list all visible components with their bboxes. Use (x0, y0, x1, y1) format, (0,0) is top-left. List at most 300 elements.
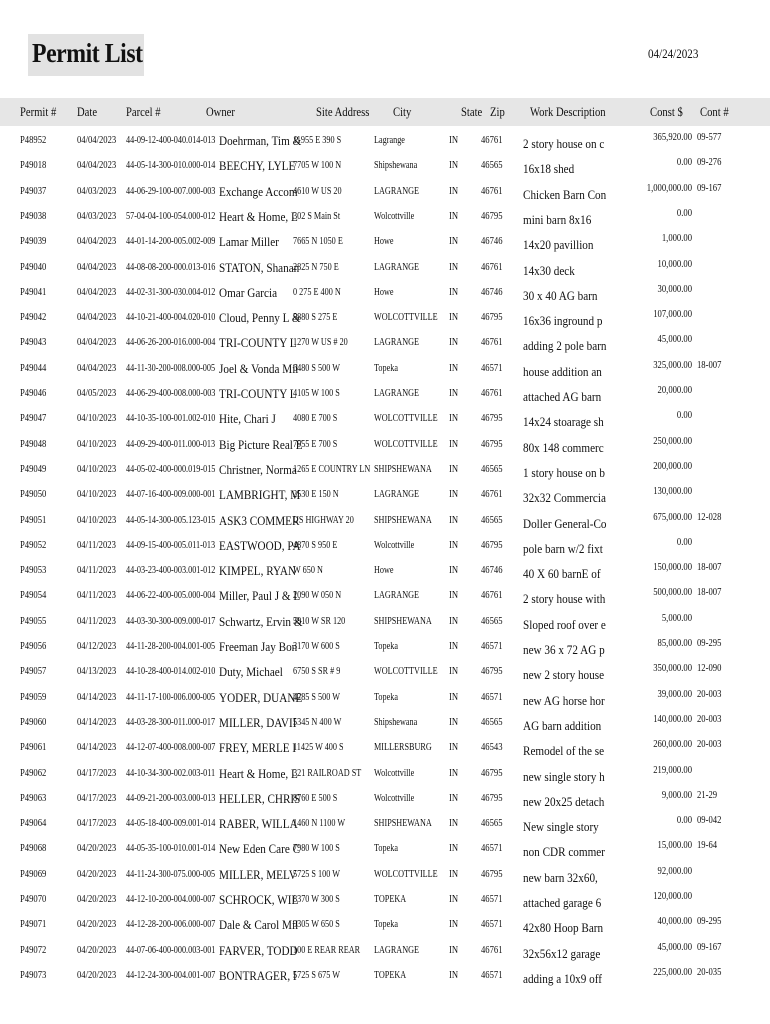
site-address: 3170 W 600 S (293, 641, 340, 652)
work-description: 16x36 inground p (523, 313, 603, 329)
state: IN (449, 135, 459, 146)
site-address: 4285 S 500 W (293, 691, 340, 703)
work-description: new 36 x 72 AG p (523, 642, 605, 657)
parcel-number: 44-10-35-100-001.002-010 (126, 413, 216, 425)
city: TOPEKA (374, 969, 407, 981)
permit-number: P49056 (20, 641, 47, 652)
parcel-number: 44-09-12-400-040.014-013 (126, 135, 216, 146)
permit-number: P49062 (20, 767, 47, 779)
site-address: 4080 E 700 S (293, 413, 338, 425)
construction-cost: 500,000.00 (653, 587, 692, 599)
work-description: new AG horse hor (523, 692, 605, 708)
state: IN (449, 666, 459, 678)
state: IN (449, 615, 459, 627)
permit-date: 04/10/2023 (77, 514, 117, 526)
site-address: 11955 E 390 S (293, 135, 342, 146)
table-row (0, 939, 770, 964)
table-row (0, 281, 770, 306)
owner-name: Joel & Vonda Mil (219, 360, 299, 376)
parcel-number: 44-03-28-300-011.000-017 (126, 716, 216, 728)
contractor-number: 18-007 (697, 562, 722, 574)
zip-code: 46571 (481, 969, 503, 981)
site-address: 8760 E 500 S (293, 792, 338, 804)
table-row (0, 660, 770, 685)
zip-code: 46565 (481, 514, 503, 526)
state: IN (449, 337, 459, 349)
header-work-description: Work Description (530, 105, 606, 119)
work-description: 14x30 deck (523, 262, 575, 278)
header-contractor: Cont # (700, 105, 729, 119)
permit-number: P49040 (20, 261, 47, 273)
table-row (0, 635, 770, 660)
site-address: US HIGHWAY 20 (293, 514, 354, 526)
city: SHIPSHEWANA (374, 514, 432, 526)
contractor-number: 12-090 (697, 663, 722, 675)
site-address: 8370 W 300 S (293, 894, 340, 905)
permit-number: P49039 (20, 236, 47, 248)
owner-name: BONTRAGER, I (219, 967, 297, 983)
table-row (0, 787, 770, 812)
state: IN (449, 919, 459, 931)
owner-name: Big Picture Real E (219, 436, 303, 452)
state: IN (449, 716, 459, 728)
table-row (0, 584, 770, 609)
work-description: Sloped roof over e (523, 616, 606, 632)
work-description: house addition an (523, 363, 602, 379)
table-row (0, 230, 770, 255)
permit-number: P49070 (20, 894, 47, 905)
state: IN (449, 261, 459, 273)
site-address: 5880 S 275 E (293, 312, 338, 324)
table-row (0, 306, 770, 331)
permit-number: P49050 (20, 489, 47, 501)
owner-name: TRI-COUNTY L (219, 335, 297, 351)
site-address: W 650 N (293, 565, 323, 577)
permit-date: 04/14/2023 (77, 716, 117, 728)
city: Topeka (374, 843, 398, 855)
city: LAGRANGE (374, 489, 420, 501)
zip-code: 46571 (481, 641, 503, 652)
parcel-number: 44-12-28-200-006.000-007 (126, 919, 216, 931)
work-description: pole barn w/2 fixt (523, 540, 603, 556)
work-description: 42x80 Hoop Barn (523, 920, 604, 936)
site-address: 1270 W US # 20 (293, 337, 348, 349)
zip-code: 46795 (481, 539, 503, 551)
site-address: 7705 W 100 N (293, 160, 342, 172)
zip-code: 46795 (481, 792, 503, 804)
site-address: 5345 N 400 W (293, 716, 342, 728)
parcel-number: 44-05-35-100-010.001-014 (126, 843, 216, 855)
header-owner: Owner (206, 105, 235, 119)
state: IN (449, 894, 459, 905)
construction-cost: 325,000.00 (653, 359, 692, 371)
parcel-number: 44-06-29-400-008.000-003 (126, 388, 216, 399)
state: IN (449, 767, 459, 779)
city: Wolcottville (374, 210, 415, 222)
parcel-number: 44-05-14-300-010.000-014 (126, 160, 216, 172)
site-address: 5725 S 675 W (293, 969, 340, 981)
zip-code: 46571 (481, 894, 503, 905)
table-row (0, 154, 770, 179)
table-row (0, 812, 770, 837)
city: Topeka (374, 691, 398, 703)
work-description: new 2 story house (523, 667, 605, 683)
table-row (0, 736, 770, 761)
site-address: 6750 S SR # 9 (293, 666, 341, 678)
site-address: 2825 N 750 E (293, 261, 339, 273)
work-description: 32x32 Commercia (523, 490, 606, 506)
construction-cost: 350,000.00 (653, 663, 692, 675)
state: IN (449, 565, 459, 577)
work-description: new 20x25 detach (523, 793, 605, 809)
site-address: 100 E REAR REAR (293, 944, 361, 956)
site-address: 321 RAILROAD ST (293, 767, 362, 779)
zip-code: 46746 (481, 286, 503, 298)
owner-name: TRI-COUNTY L (219, 386, 297, 401)
zip-code: 46565 (481, 615, 503, 627)
city: LAGRANGE (374, 337, 420, 349)
permit-number: P49052 (20, 539, 47, 551)
parcel-number: 44-08-08-200-000.013-016 (126, 261, 216, 273)
state: IN (449, 413, 459, 425)
parcel-number: 44-12-10-200-004.000-007 (126, 894, 216, 905)
permit-date: 04/05/2023 (77, 388, 117, 399)
contractor-number: 12-028 (697, 511, 722, 523)
permit-date: 04/17/2023 (77, 792, 117, 804)
zip-code: 46761 (481, 261, 503, 273)
zip-code: 46543 (481, 742, 503, 754)
state: IN (449, 843, 459, 855)
work-description: New single story (523, 819, 599, 835)
table-row (0, 913, 770, 938)
owner-name: HELLER, CHRIS (219, 790, 301, 806)
construction-cost: 30,000.00 (657, 283, 692, 295)
owner-name: Cloud, Penny L & (219, 310, 301, 326)
table-row (0, 534, 770, 559)
city: Howe (374, 236, 394, 248)
city: WOLCOTTVILLE (374, 666, 438, 678)
city: WOLCOTTVILLE (374, 868, 438, 880)
site-address: 4610 W US 20 (293, 185, 342, 197)
owner-name: Duty, Michael (219, 664, 283, 680)
parcel-number: 44-02-31-300-030.004-012 (126, 286, 216, 298)
zip-code: 46761 (481, 590, 503, 602)
construction-cost: 9,000.00 (661, 789, 692, 801)
zip-code: 46571 (481, 691, 503, 703)
state: IN (449, 185, 459, 197)
state: IN (449, 362, 459, 374)
state: IN (449, 818, 459, 830)
table-row (0, 888, 770, 913)
site-address: 4870 S 950 E (293, 539, 338, 551)
zip-code: 46571 (481, 843, 503, 855)
parcel-number: 44-01-14-200-005.002-009 (126, 236, 216, 248)
contractor-number: 09-295 (697, 638, 722, 649)
permit-date: 04/10/2023 (77, 489, 117, 501)
owner-name: YODER, DUANE (219, 689, 303, 705)
owner-name: Heart & Home, L (219, 208, 298, 224)
permit-date: 04/20/2023 (77, 919, 117, 931)
table-row (0, 382, 770, 407)
permit-number: P49051 (20, 514, 47, 526)
table-row (0, 711, 770, 736)
parcel-number: 44-12-07-400-008.000-007 (126, 742, 216, 754)
zip-code: 46571 (481, 919, 503, 931)
parcel-number: 44-06-29-100-007.000-003 (126, 185, 216, 197)
table-row (0, 357, 770, 382)
site-address: 11425 W 400 S (293, 742, 344, 754)
work-description: Remodel of the se (523, 743, 605, 759)
permit-date: 04/10/2023 (77, 463, 117, 475)
owner-name: FREY, MERLE I (219, 740, 297, 756)
city: Lagrange (374, 135, 405, 146)
table-row (0, 610, 770, 635)
construction-cost: 0.00 (676, 157, 692, 169)
header-date: Date (77, 105, 98, 119)
parcel-number: 44-10-28-400-014.002-010 (126, 666, 216, 678)
city: WOLCOTTVILLE (374, 438, 438, 450)
permit-number: P48952 (20, 135, 47, 146)
state: IN (449, 539, 459, 551)
permit-date: 04/11/2023 (77, 539, 116, 551)
parcel-number: 44-12-24-300-004.001-007 (126, 969, 216, 981)
state: IN (449, 742, 459, 754)
construction-cost: 107,000.00 (653, 309, 692, 321)
city: WOLCOTTVILLE (374, 312, 438, 324)
zip-code: 46571 (481, 362, 503, 374)
permit-number: P49057 (20, 666, 47, 678)
site-address: 4105 W 100 S (293, 388, 340, 399)
state: IN (449, 489, 459, 501)
state: IN (449, 286, 459, 298)
table-row (0, 559, 770, 584)
contractor-number: 09-295 (697, 916, 722, 928)
permit-date: 04/04/2023 (77, 337, 117, 349)
city: LAGRANGE (374, 388, 420, 399)
construction-cost: 250,000.00 (653, 435, 692, 447)
parcel-number: 44-05-02-400-000.019-015 (126, 463, 216, 475)
permit-number: P49049 (20, 463, 47, 475)
owner-name: FARVER, TODD (219, 942, 298, 958)
permit-number: P49048 (20, 438, 47, 450)
zip-code: 46565 (481, 160, 503, 172)
contractor-number: 09-276 (697, 157, 722, 169)
construction-cost: 140,000.00 (653, 713, 692, 725)
zip-code: 46795 (481, 413, 503, 425)
city: Shipshewana (374, 716, 418, 728)
permit-date: 04/04/2023 (77, 362, 117, 374)
table-row (0, 433, 770, 458)
permit-date: 04/04/2023 (77, 286, 117, 298)
construction-cost: 45,000.00 (657, 941, 692, 953)
contractor-number: 20-003 (697, 713, 722, 725)
zip-code: 46795 (481, 666, 503, 678)
contractor-number: 18-007 (697, 359, 722, 371)
city: Wolcottville (374, 539, 415, 551)
permit-date: 04/10/2023 (77, 438, 117, 450)
permit-date: 04/17/2023 (77, 767, 117, 779)
city: Wolcottville (374, 792, 415, 804)
owner-name: Christner, Norma (219, 461, 297, 477)
permit-number: P49073 (20, 969, 47, 981)
permit-number: P49054 (20, 590, 47, 602)
permit-number: P49068 (20, 843, 47, 855)
construction-cost: 675,000.00 (653, 511, 692, 523)
owner-name: STATON, Shanan (219, 259, 300, 275)
city: SHIPSHEWANA (374, 818, 432, 830)
site-address: 7665 N 1050 E (293, 236, 343, 248)
work-description: new barn 32x60, (523, 869, 598, 885)
construction-cost: 120,000.00 (653, 891, 692, 902)
permit-date: 04/13/2023 (77, 666, 117, 678)
owner-name: New Eden Care C (219, 841, 301, 857)
city: SHIPSHEWANA (374, 463, 432, 475)
table-row (0, 483, 770, 508)
owner-name: SCHROCK, WIL (219, 892, 299, 907)
permit-number: P49038 (20, 210, 47, 222)
work-description: attached garage 6 (523, 895, 602, 910)
owner-name: Omar Garcia (219, 284, 278, 300)
work-description: attached AG barn (523, 389, 602, 404)
permit-date: 04/11/2023 (77, 615, 116, 627)
header-city: City (393, 105, 412, 119)
parcel-number: 44-05-18-400-009.001-014 (126, 818, 216, 830)
permit-date: 04/04/2023 (77, 160, 117, 172)
permit-date: 04/11/2023 (77, 590, 116, 602)
state: IN (449, 969, 459, 981)
state: IN (449, 868, 459, 880)
permit-number: P49044 (20, 362, 47, 374)
contractor-number: 20-003 (697, 688, 722, 700)
work-description: 80x 148 commerc (523, 439, 604, 455)
state: IN (449, 641, 459, 652)
owner-name: ASK3 COMMER (219, 512, 300, 528)
zip-code: 46746 (481, 565, 503, 577)
site-address: 9305 W 650 S (293, 919, 340, 931)
work-description: non CDR commer (523, 844, 605, 860)
work-description: new single story h (523, 768, 605, 784)
permit-number: P49059 (20, 691, 47, 703)
zip-code: 46565 (481, 716, 503, 728)
construction-cost: 1,000.00 (661, 233, 692, 245)
permit-date: 04/03/2023 (77, 210, 117, 222)
owner-name: LAMBRIGHT, M (219, 487, 301, 503)
permit-number: P49046 (20, 388, 47, 399)
construction-cost: 200,000.00 (653, 460, 692, 472)
zip-code: 46761 (481, 135, 503, 146)
permit-number: P49072 (20, 944, 47, 956)
construction-cost: 85,000.00 (657, 638, 692, 649)
zip-code: 46761 (481, 388, 503, 399)
table-row (0, 964, 770, 989)
zip-code: 46795 (481, 312, 503, 324)
parcel-number: 44-03-30-300-009.000-017 (126, 615, 216, 627)
city: LAGRANGE (374, 944, 420, 956)
parcel-number: 44-06-22-400-005.000-004 (126, 590, 216, 602)
site-address: 5725 S 100 W (293, 868, 340, 880)
state: IN (449, 691, 459, 703)
site-address: 1460 N 1100 W (293, 818, 346, 830)
city: MILLERSBURG (374, 742, 432, 754)
zip-code: 46761 (481, 944, 503, 956)
owner-name: Schwartz, Ervin & (219, 613, 303, 629)
zip-code: 46565 (481, 818, 503, 830)
state: IN (449, 944, 459, 956)
permit-number: P49060 (20, 716, 47, 728)
permit-date: 04/12/2023 (77, 641, 117, 652)
owner-name: Lamar Miller (219, 234, 279, 250)
construction-cost: 45,000.00 (657, 334, 692, 346)
construction-cost: 365,920.00 (653, 132, 692, 143)
contractor-number: 19-64 (697, 840, 718, 852)
site-address: 2090 W 050 N (293, 590, 342, 602)
permit-number: P49043 (20, 337, 47, 349)
permit-date: 04/17/2023 (77, 818, 117, 830)
work-description: adding a 10x9 off (523, 970, 602, 986)
table-row (0, 509, 770, 534)
owner-name: MILLER, MELV (219, 866, 297, 882)
table-row (0, 407, 770, 432)
work-description: 16x18 shed (523, 161, 575, 177)
city: LAGRANGE (374, 261, 420, 273)
construction-cost: 0.00 (676, 207, 692, 219)
permit-date: 04/20/2023 (77, 868, 117, 880)
parcel-number: 44-11-28-200-004.001-005 (126, 641, 216, 652)
contractor-number: 18-007 (697, 587, 722, 599)
site-address: 7955 E 700 S (293, 438, 338, 450)
construction-cost: 20,000.00 (657, 385, 692, 396)
site-address: 302 S Main St (293, 210, 341, 222)
city: Topeka (374, 919, 398, 931)
permit-number: P49069 (20, 868, 47, 880)
state: IN (449, 160, 459, 172)
city: Topeka (374, 362, 398, 374)
state: IN (449, 514, 459, 526)
header-site-address: Site Address (316, 105, 370, 119)
zip-code: 46795 (481, 210, 503, 222)
parcel-number: 57-04-04-100-054.000-012 (126, 210, 216, 222)
construction-cost: 0.00 (676, 536, 692, 548)
work-description: 2 story house with (523, 591, 606, 607)
work-description: 1 story house on b (523, 464, 605, 480)
state: IN (449, 792, 459, 804)
owner-name: RABER, WILLA (219, 816, 298, 832)
construction-cost: 130,000.00 (653, 486, 692, 498)
zip-code: 46761 (481, 337, 503, 349)
owner-name: Heart & Home, L (219, 765, 298, 781)
contractor-number: 20-035 (697, 966, 722, 978)
parcel-number: 44-05-14-300-005.123-015 (126, 514, 216, 526)
zip-code: 46795 (481, 438, 503, 450)
permit-number: P49055 (20, 615, 47, 627)
site-address: 0 275 E 400 N (293, 286, 341, 298)
parcel-number: 44-11-24-300-075.000-005 (126, 868, 216, 880)
parcel-number: 44-09-29-400-011.000-013 (126, 438, 216, 450)
zip-code: 46746 (481, 236, 503, 248)
construction-cost: 15,000.00 (657, 840, 692, 852)
work-description: 14x24 stoarage sh (523, 414, 604, 430)
contractor-number: 21-29 (697, 789, 718, 801)
construction-cost: 5,000.00 (661, 612, 692, 624)
site-address: 2530 E 150 N (293, 489, 339, 501)
state: IN (449, 438, 459, 450)
permit-number: P49071 (20, 919, 47, 931)
permit-date: 04/10/2023 (77, 413, 117, 425)
permit-date: 04/11/2023 (77, 565, 116, 577)
zip-code: 46761 (481, 185, 503, 197)
work-description: 32x56x12 garage (523, 945, 601, 961)
owner-name: BEECHY, LYLE (219, 158, 296, 174)
